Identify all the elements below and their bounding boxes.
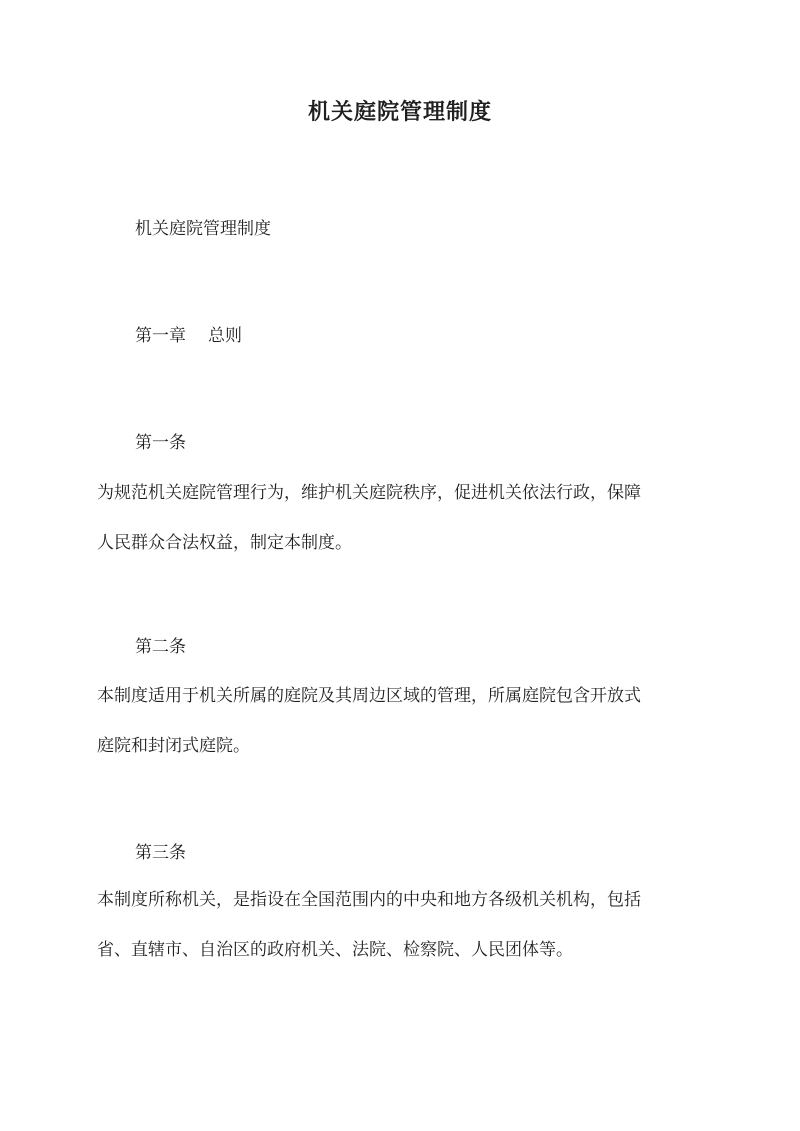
chapter-number: 第一章 [135, 326, 186, 346]
article-1-line-1: 为规范机关庭院管理行为，维护机关庭院秩序，促进机关依法行政，保障 [97, 483, 641, 503]
article-2-heading: 第二条 [135, 637, 186, 657]
chapter-heading [135, 324, 242, 348]
article-1-line-2: 人民群众合法权益，制定本制度。 [97, 533, 352, 553]
document-subtitle: 机关庭院管理制度 [135, 219, 271, 239]
article-2-line-2: 庭院和封闭式庭院。 [97, 736, 250, 756]
document-title: 机关庭院管理制度 [307, 99, 492, 125]
chapter-name: 总则 [208, 326, 242, 346]
article-3-line-2: 省、直辖市、自治区的政府机关、法院、检察院、人民团体等。 [97, 940, 573, 960]
article-3-line-1: 本制度所称机关，是指设在全国范围内的中央和地方各级机关机构，包括 [97, 890, 641, 910]
article-3-heading: 第三条 [135, 843, 186, 863]
article-2-line-1: 本制度适用于机关所属的庭院及其周边区域的管理，所属庭院包含开放式 [97, 686, 641, 706]
article-1-heading: 第一条 [135, 433, 186, 453]
